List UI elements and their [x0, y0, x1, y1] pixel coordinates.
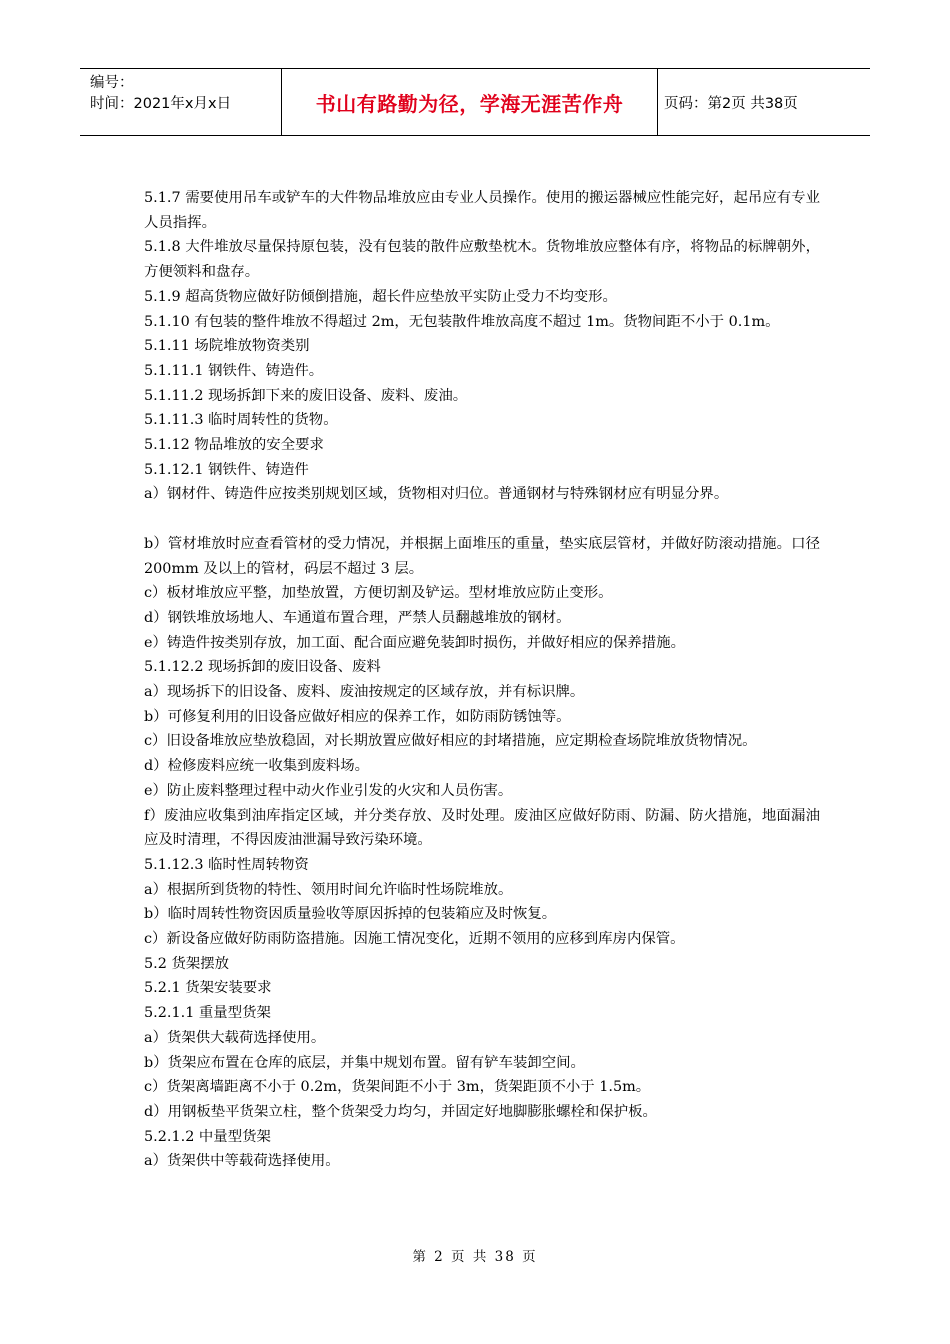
paragraph: a）货架供中等载荷选择使用。 [144, 1153, 340, 1170]
paragraph: b）管材堆放时应查看管材的受力情况，并根据上面堆压的重量，垫实底层管材，并做好防滚动措施。口径 200mm 及以上的管材，码层不超过 3 层。 [144, 535, 820, 577]
paragraph: e）防止废料整理过程中动火作业引发的火灾和人员伤害。 [144, 782, 513, 799]
paragraph: b）可修复利用的旧设备应做好相应的保养工作，如防雨防锈蚀等。 [144, 708, 571, 725]
paragraph: 5.1.11.2 现场拆卸下来的废旧设备、废料、废油。 [144, 387, 468, 404]
header-page-info: 页码：第2页 共38页 [664, 95, 798, 112]
paragraph: 5.1.7 需要使用吊车或铲车的大件物品堆放应由专业人员操作。使用的搬运器械应性能完好，起吊应有专业人员指挥。 [144, 190, 820, 231]
paragraph: 5.2.1.2 中量型货架 [144, 1128, 271, 1145]
paragraph: b）临时周转性物资因质量验收等原因拆掉的包装箱应及时恢复。 [144, 906, 557, 923]
paragraph: 5.1.12.3 临时性周转物资 [144, 856, 309, 873]
paragraph: 5.1.11.1 钢铁件、铸造件。 [144, 362, 324, 379]
date-label: 时间：2021年x月x日 [90, 96, 232, 112]
paragraph: 5.1.11 场院堆放物资类别 [144, 338, 310, 355]
header-motto: 书山有路勤为径，学海无涯苦作舟 [282, 69, 658, 135]
paragraph: f）废油应收集到油库指定区域，并分类存放、及时处理。废油区应做好防雨、防漏、防火措施，地面漏油应及时清理，不得因废油泄漏导致污染环境。 [144, 807, 820, 849]
paragraph: c）新设备应做好防雨防盗措施。因施工情况变化，近期不领用的应移到库房内保管。 [144, 931, 685, 948]
paragraph: 5.2.1 货架安装要求 [144, 980, 272, 997]
paragraph: a）钢材件、铸造件应按类别规划区域，货物相对归位。普通钢材与特殊钢材应有明显分界。 [144, 486, 729, 503]
paragraph: 5.1.10 有包装的整件堆放不得超过 2m，无包装散件堆放高度不超过 1m。货物间距不小于 0.1m。 [144, 313, 780, 330]
paragraph: e）铸造件按类别存放，加工面、配合面应避免装卸时损伤，并做好相应的保养措施。 [144, 634, 685, 651]
page-header [80, 68, 870, 136]
paragraph: 5.1.12.2 现场拆卸的废旧设备、废料 [144, 659, 381, 676]
header-meta [80, 69, 282, 135]
paragraph: 5.1.8 大件堆放尽量保持原包装，没有包装的散件应敷垫枕木。货物堆放应整体有序，将物品的标牌朝外，方便领料和盘存。 [144, 239, 820, 281]
paragraph: 5.1.12 物品堆放的安全要求 [144, 437, 324, 454]
paragraph: d）检修废料应统一收集到废料场。 [144, 758, 370, 775]
paragraph: 5.1.12.1 钢铁件、铸造件 [144, 461, 309, 478]
paragraph: c）旧设备堆放应垫放稳固，对长期放置应做好相应的封堵措施，应定期检查场院堆放货物情况。 [144, 733, 757, 750]
paragraph: a）根据所到货物的特性、领用时间允许临时性场院堆放。 [144, 881, 513, 898]
document-body [144, 186, 820, 1174]
paragraph: 5.2 货架摆放 [144, 955, 230, 972]
blank-line [144, 507, 820, 532]
page-footer: 第 2 页 共 38 页 [412, 1249, 538, 1265]
paragraph: 5.1.11.3 临时周转性的货物。 [144, 412, 338, 429]
paragraph: a）现场拆下的旧设备、废料、废油按规定的区域存放，并有标识牌。 [144, 684, 585, 701]
paragraph: 5.2.1.1 重量型货架 [144, 1005, 271, 1022]
paragraph: c）板材堆放应平整，加垫放置，方便切割及铲运。型材堆放应防止变形。 [144, 585, 613, 602]
paragraph: c）货架离墙距离不小于 0.2m，货架间距不小于 3m，货架距顶不小于 1.5m。 [144, 1079, 651, 1096]
paragraph: a）货架供大载荷选择使用。 [144, 1029, 326, 1046]
paragraph: 5.1.9 超高货物应做好防倾倒措施，超长件应垫放平实防止受力不均变形。 [144, 288, 617, 305]
code-label: 编号： [90, 75, 134, 91]
paragraph: d）钢铁堆放场地人、车通道布置合理，严禁人员翻越堆放的钢材。 [144, 609, 571, 626]
paragraph: b）货架应布置在仓库的底层，并集中规划布置。留有铲车装卸空间。 [144, 1054, 585, 1071]
paragraph: d）用钢板垫平货架立柱，整个货架受力均匀，并固定好地脚膨胀螺栓和保护板。 [144, 1104, 657, 1120]
